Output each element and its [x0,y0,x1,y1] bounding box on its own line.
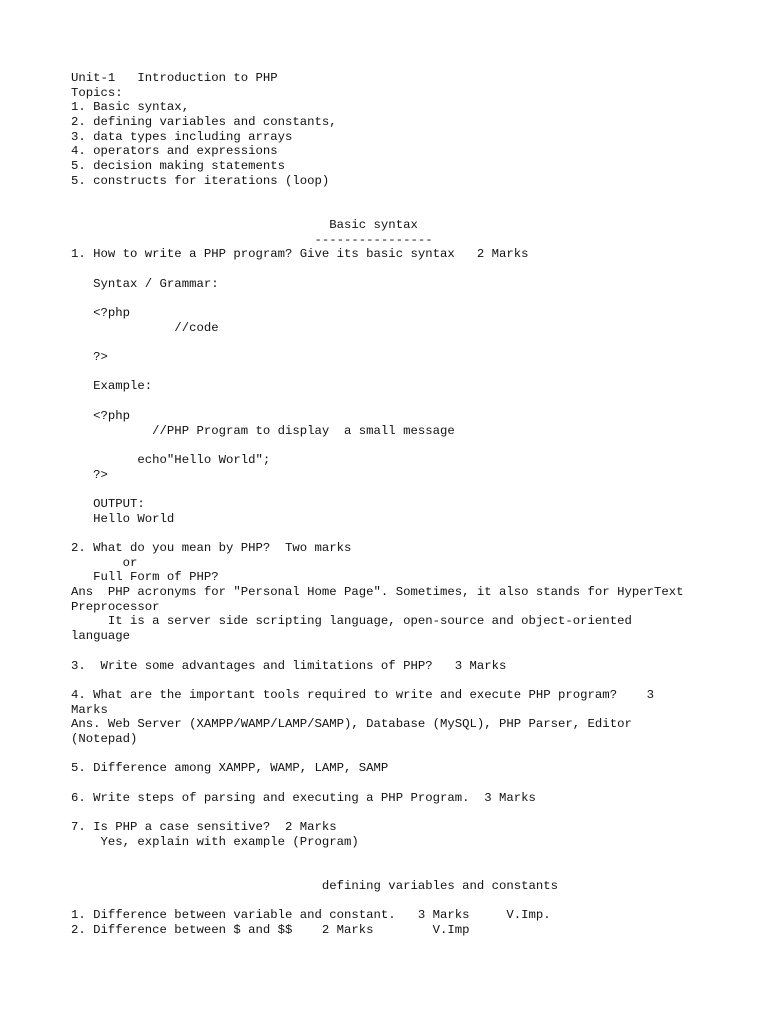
doc-line: Preprocessor [71,599,160,614]
doc-line: 5. constructs for iterations (loop) [71,173,330,188]
doc-line: Yes, explain with example (Program) [71,834,359,849]
doc-line: OUTPUT: [71,496,145,511]
doc-line [71,189,721,204]
doc-line: language [71,629,131,644]
doc-line: 6. Write steps of parsing and executing a PHP Program. 3 Marks [71,790,536,805]
section-heading: Basic syntax [71,217,418,232]
doc-line [71,644,721,659]
doc-line [71,894,721,909]
document-page [71,71,721,938]
doc-line: 1. Basic syntax, [71,100,190,115]
code-line: ?> [71,467,108,482]
code-line: <?php [71,408,131,423]
doc-line: Ans PHP acronyms for "Personal Home Page". Sometimes, it also stands for HyperText [71,585,684,600]
section-underline: ---------------- [71,232,433,247]
doc-line: 1. Difference between variable and constant. 3 Marks V.Imp. [71,908,551,923]
doc-line: Unit-1 Introduction to PHP [71,71,278,85]
code-line [71,438,721,453]
code-line: ?> [71,350,108,365]
section-heading: defining variables and constants [71,878,559,893]
doc-line: Topics: [71,85,123,100]
code-line: //code [71,320,219,335]
doc-line: (Notepad) [71,731,138,746]
doc-line [71,864,721,879]
doc-line [71,673,721,688]
code-line: <?php [71,306,131,320]
doc-line [71,805,721,820]
doc-line [71,482,721,497]
doc-line [71,365,721,380]
doc-line: 4. What are the important tools required to write and execute PHP program? 3 [71,687,654,702]
doc-line [71,849,721,864]
doc-line: 2. Difference between $ and $$ 2 Marks V.Imp [71,922,470,937]
doc-line [71,394,721,409]
code-line: echo"Hello World"; [71,452,271,467]
doc-line [71,776,721,791]
doc-line: Syntax / Grammar: [71,276,219,291]
code-line [71,335,721,350]
code-line: //PHP Program to display a small message [71,423,455,438]
doc-line [71,203,721,218]
doc-line: 2. defining variables and constants, [71,115,337,130]
doc-line: 1. How to write a PHP program? Give its basic syntax 2 Marks [71,247,529,262]
doc-line: 5. decision making statements [71,159,286,174]
doc-line: Ans. Web Server (XAMPP/WAMP/LAMP/SAMP), Database (MySQL), PHP Parser, Editor [71,717,632,732]
doc-line: Hello World [71,511,175,526]
doc-line: It is a server side scripting language, open-source and object-oriented [71,614,632,629]
doc-line [71,291,721,306]
doc-line [71,262,721,277]
doc-line [71,747,721,762]
doc-line: 2. What do you mean by PHP? Two marks [71,541,352,555]
doc-line: Full Form of PHP? [71,570,219,585]
doc-line: 3. Write some advantages and limitations of PHP? 3 Marks [71,658,507,673]
doc-line: 5. Difference among XAMPP, WAMP, LAMP, SAMP [71,761,389,776]
doc-line: Marks [71,702,108,717]
doc-line: 7. Is PHP a case sensitive? 2 Marks [71,820,337,835]
doc-line: 3. data types including arrays [71,129,293,144]
doc-line [71,526,721,541]
doc-line: Example: [71,379,153,394]
doc-line: 4. operators and expressions [71,144,278,159]
doc-line: or [71,555,138,570]
